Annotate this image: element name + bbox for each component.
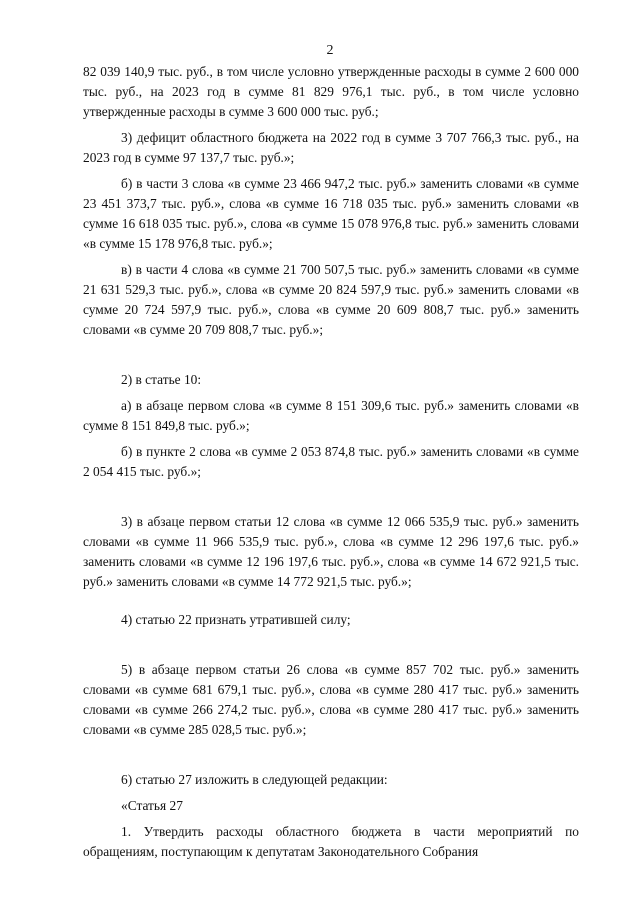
page-number: 2: [326, 43, 334, 58]
paragraph-article-22: 4) статью 22 признать утратившей силу;: [121, 612, 351, 627]
paragraph-article-10: 2) в статье 10:: [121, 372, 202, 387]
paragraph-article-27-item-1: 1. Утвердить расходы областного бюджета в части мероприятий по обращениям, поступающим к депутатам Законодательного Собрания: [83, 824, 579, 859]
paragraph-article-27-intro: 6) статью 27 изложить в следующей редакции:: [121, 772, 388, 787]
article-27-heading: «Статья 27: [121, 798, 183, 813]
paragraph-article-26: 5) в абзаце первом статьи 26 слова «в сумме 857 702 тыс. руб.» заменить словами «в сумме 681 679,1 тыс. руб.», слова «в сумме 280 417 тыс. руб.» заменить словами «в сумме 266 274,2 тыс. руб.», слова «в сумме 280 417 тыс. руб.» заменить словами «в сумме 285 028,5 тыс. руб.»;: [83, 662, 579, 737]
paragraph-part-4: в) в части 4 слова «в сумме 21 700 507,5 тыс. руб.» заменить словами «в сумме 21 631 529,3 тыс. руб.», слова «в сумме 20 824 597,9 тыс. руб.» заменить словами «в сумме 20 724 597,9 тыс. руб.», слова «в сумме 20 609 808,7 тыс. руб.» заменить словами «в сумме 20 709 808,7 тыс. руб.»;: [83, 262, 579, 337]
paragraph-article-10-a: а) в абзаце первом слова «в сумме 8 151 309,6 тыс. руб.» заменить словами «в сумме 8 151 849,8 тыс. руб.»;: [83, 398, 579, 433]
document-body: [83, 62, 579, 862]
paragraph-part-3: б) в части 3 слова «в сумме 23 466 947,2 тыс. руб.» заменить словами «в сумме 23 451 373,7 тыс. руб.», слова «в сумме 16 718 035 тыс. руб.» заменить словами «в сумме 16 618 035 тыс. руб.», слова «в сумме 15 078 976,8 тыс. руб.» заменить словами «в сумме 15 178 976,8 тыс. руб.»;: [83, 176, 579, 251]
paragraph-article-12: 3) в абзаце первом статьи 12 слова «в сумме 12 066 535,9 тыс. руб.» заменить словами «в сумме 11 966 535,9 тыс. руб.», слова «в сумме 12 296 197,6 тыс. руб.» заменить словами «в сумме 12 196 197,6 тыс. руб.», слова «в сумме 14 672 921,5 тыс. руб.» заменить словами «в сумме 14 772 921,5 тыс. руб.»;: [83, 514, 579, 589]
paragraph-expenditure-continuation: 82 039 140,9 тыс. руб., в том числе условно утвержденные расходы в сумме 2 600 000 тыс. руб., на 2023 год в сумме 81 829 976,1 тыс. руб., в том числе условно утвержденные расходы в сумме 3 600 000 тыс. руб.;: [83, 64, 579, 119]
paragraph-article-10-b: б) в пункте 2 слова «в сумме 2 053 874,8 тыс. руб.» заменить словами «в сумме 2 054 415 тыс. руб.»;: [83, 444, 579, 479]
paragraph-deficit: 3) дефицит областного бюджета на 2022 год в сумме 3 707 766,3 тыс. руб., на 2023 год в сумме 97 137,7 тыс. руб.»;: [83, 130, 579, 165]
